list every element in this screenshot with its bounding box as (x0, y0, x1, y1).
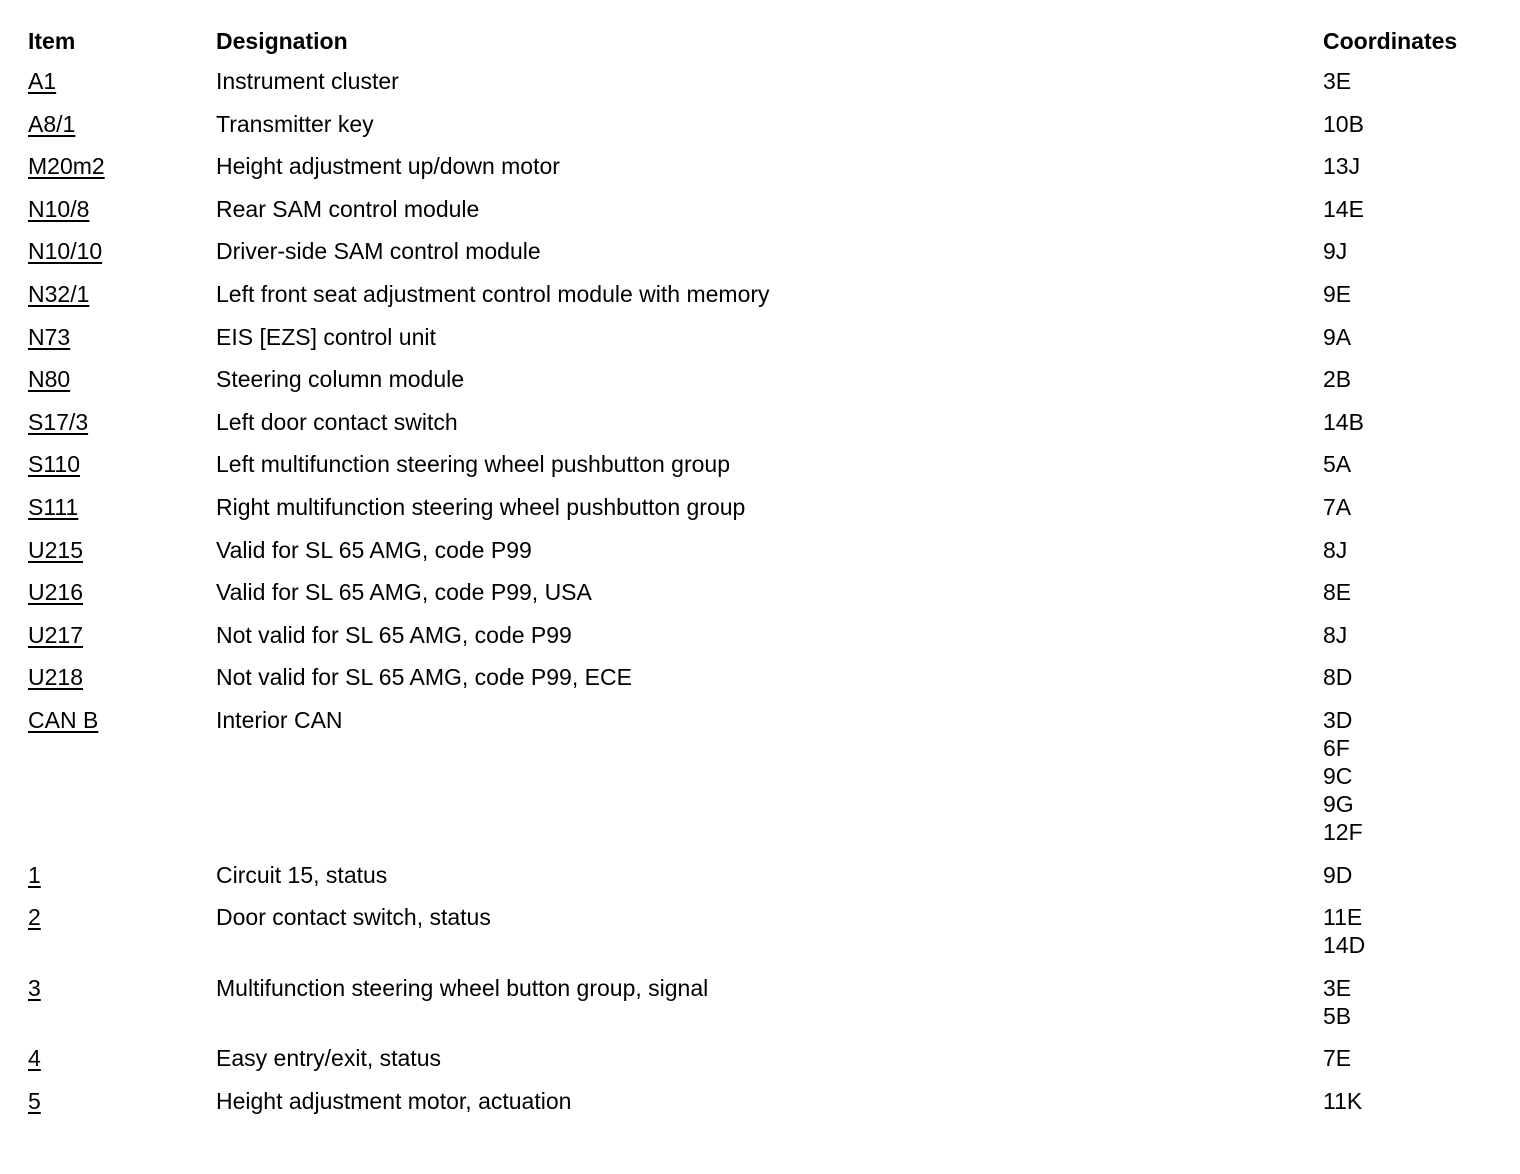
coordinate-value: 7A (1323, 493, 1352, 520)
item-link[interactable]: 1 (28, 861, 41, 888)
item-link[interactable]: CAN B (28, 706, 99, 733)
coordinates-cell (1323, 152, 1492, 195)
item-link[interactable]: 3 (28, 974, 41, 1001)
item-cell (28, 365, 216, 408)
item-cell (28, 408, 216, 451)
item-cell (28, 1087, 216, 1130)
coordinates-cell (1323, 1087, 1492, 1130)
designation-cell: Easy entry/exit, status (216, 1045, 441, 1072)
coordinates-cell (1323, 67, 1492, 110)
designation-cell: Left multifunction steering wheel pushbutton group (216, 451, 730, 478)
table-row (28, 408, 1492, 451)
coordinate-value: 9C (1323, 762, 1353, 789)
item-cell (28, 974, 216, 1045)
coordinate-value: 11K (1323, 1087, 1363, 1114)
item-link[interactable]: 4 (28, 1045, 41, 1072)
designation-cell: Door contact switch, status (216, 904, 491, 931)
item-cell (28, 237, 216, 280)
coordinate-value: 14D (1323, 932, 1366, 959)
designation-cell: Height adjustment motor, actuation (216, 1087, 572, 1114)
table-row (28, 67, 1492, 110)
item-cell (28, 536, 216, 579)
item-link[interactable]: N10/10 (28, 238, 103, 265)
coordinate-value: 8J (1323, 621, 1348, 648)
coordinate-value: 8D (1323, 664, 1353, 691)
designation-cell: Driver-side SAM control module (216, 238, 541, 265)
item-cell (28, 903, 216, 974)
item-cell (28, 280, 216, 323)
item-link[interactable]: U215 (28, 536, 83, 563)
designation-cell: Valid for SL 65 AMG, code P99, USA (216, 579, 592, 606)
item-cell (28, 67, 216, 110)
coordinate-value: 9E (1323, 280, 1352, 307)
coordinate-value: 3D (1323, 706, 1353, 733)
designation-cell: Right multifunction steering wheel pushbutton group (216, 493, 746, 520)
table-row (28, 903, 1492, 974)
table-row (28, 974, 1492, 1045)
designation-cell: Left front seat adjustment control module with memory (216, 280, 770, 307)
table-row (28, 1087, 1492, 1130)
designation-cell: Not valid for SL 65 AMG, code P99 (216, 621, 572, 648)
item-cell (28, 578, 216, 621)
coordinate-value: 9D (1323, 861, 1353, 888)
header-item: Item (28, 28, 76, 54)
table-row (28, 578, 1492, 621)
table-row (28, 323, 1492, 366)
table-row (28, 536, 1492, 579)
header-designation: Designation (216, 28, 348, 54)
designation-cell: Interior CAN (216, 706, 343, 733)
table-row (28, 450, 1492, 493)
item-link[interactable]: N10/8 (28, 195, 90, 222)
item-cell (28, 861, 216, 904)
coordinates-cell (1323, 663, 1492, 706)
coordinates-cell (1323, 578, 1492, 621)
item-link[interactable]: S111 (28, 493, 79, 520)
item-link[interactable]: S17/3 (28, 408, 89, 435)
designation-cell: Transmitter key (216, 110, 374, 137)
item-link[interactable]: A1 (28, 68, 57, 94)
table-row (28, 110, 1492, 153)
header-coordinates: Coordinates (1323, 28, 1458, 54)
item-cell (28, 621, 216, 664)
legend-body (28, 67, 1492, 1129)
item-cell (28, 152, 216, 195)
table-row (28, 621, 1492, 664)
item-cell (28, 493, 216, 536)
table-row (28, 1044, 1492, 1087)
coordinate-value: 9J (1323, 238, 1348, 265)
coordinate-value: 3E (1323, 974, 1352, 1001)
item-cell (28, 450, 216, 493)
item-link[interactable]: S110 (28, 451, 81, 478)
coordinate-value: 5A (1323, 451, 1352, 478)
coordinate-value: 13J (1323, 153, 1361, 180)
coordinate-value: 14E (1323, 195, 1364, 222)
item-link[interactable]: U216 (28, 579, 83, 606)
coordinate-value: 2B (1323, 366, 1352, 393)
designation-cell: Valid for SL 65 AMG, code P99 (216, 536, 532, 563)
designation-cell: Left door contact switch (216, 408, 458, 435)
coordinates-cell (1323, 706, 1492, 861)
coordinates-cell (1323, 365, 1492, 408)
item-cell (28, 195, 216, 238)
item-link[interactable]: N80 (28, 366, 71, 393)
item-cell (28, 1044, 216, 1087)
designation-cell: Instrument cluster (216, 68, 399, 94)
table-row (28, 237, 1492, 280)
coordinate-value: 9G (1323, 790, 1354, 817)
item-cell (28, 323, 216, 366)
item-cell (28, 663, 216, 706)
coordinates-cell (1323, 110, 1492, 153)
coordinates-cell (1323, 903, 1492, 974)
table-row (28, 706, 1492, 861)
legend-table (28, 25, 1492, 1129)
designation-cell: Rear SAM control module (216, 195, 480, 222)
coordinates-cell (1323, 621, 1492, 664)
coordinates-cell (1323, 536, 1492, 579)
coordinate-value: 12F (1323, 818, 1363, 845)
coordinates-cell (1323, 493, 1492, 536)
table-row (28, 365, 1492, 408)
table-row (28, 861, 1492, 904)
coordinates-cell (1323, 195, 1492, 238)
coordinates-cell (1323, 323, 1492, 366)
coordinate-value: 10B (1323, 110, 1364, 137)
designation-cell: Not valid for SL 65 AMG, code P99, ECE (216, 664, 632, 691)
header-row (28, 25, 1492, 67)
item-link[interactable]: 2 (28, 904, 41, 931)
table-row (28, 152, 1492, 195)
coordinate-value: 9A (1323, 323, 1352, 350)
coordinate-value: 6F (1323, 734, 1350, 761)
table-row (28, 663, 1492, 706)
item-link[interactable]: 5 (28, 1087, 41, 1114)
item-link[interactable]: A8/1 (28, 110, 76, 137)
coordinates-cell (1323, 237, 1492, 280)
coordinates-cell (1323, 1044, 1492, 1087)
designation-cell: Circuit 15, status (216, 861, 388, 888)
table-row (28, 493, 1492, 536)
table-row (28, 280, 1492, 323)
coordinate-value: 11E (1323, 904, 1363, 931)
designation-cell: Multifunction steering wheel button group, signal (216, 974, 709, 1001)
item-cell (28, 110, 216, 153)
item-link[interactable]: N32/1 (28, 280, 90, 307)
designation-cell: Steering column module (216, 366, 465, 393)
item-link[interactable]: U217 (28, 621, 83, 648)
coordinates-cell (1323, 450, 1492, 493)
item-link[interactable]: M20m2 (28, 153, 105, 180)
coordinates-cell (1323, 861, 1492, 904)
coordinate-value: 8J (1323, 536, 1348, 563)
coordinate-value: 3E (1323, 68, 1352, 94)
designation-cell: Height adjustment up/down motor (216, 153, 560, 180)
designation-cell: EIS [EZS] control unit (216, 323, 436, 350)
item-link[interactable]: U218 (28, 664, 83, 691)
coordinate-value: 7E (1323, 1045, 1352, 1072)
item-link[interactable]: N73 (28, 323, 71, 350)
table-row (28, 195, 1492, 238)
coordinates-cell (1323, 974, 1492, 1045)
coordinate-value: 8E (1323, 579, 1352, 606)
coordinates-cell (1323, 408, 1492, 451)
coordinate-value: 5B (1323, 1002, 1352, 1029)
item-cell (28, 706, 216, 861)
coordinates-cell (1323, 280, 1492, 323)
coordinate-value: 14B (1323, 408, 1364, 435)
